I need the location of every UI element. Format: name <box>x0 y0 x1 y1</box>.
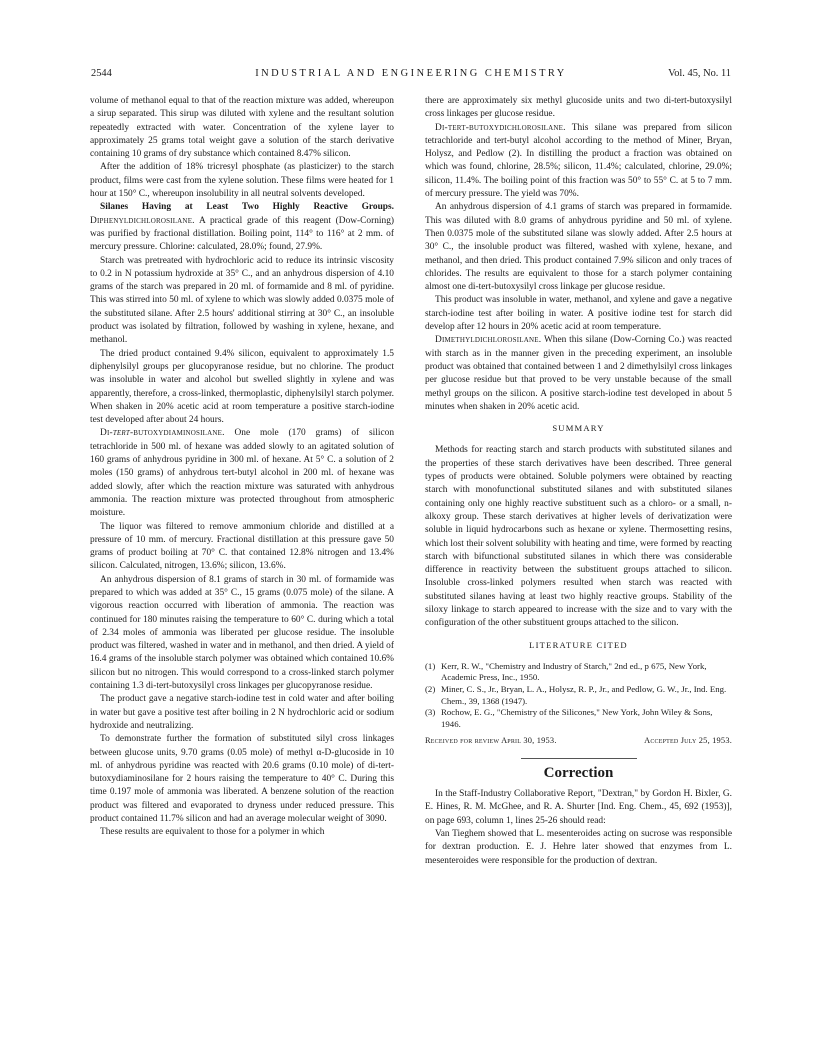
summary-paragraph: Methods for reacting starch and starch products with substituted silanes and the properties of these starch derivatives have been described. Three general types of products were obtained. Soluble polymers were obtained by reacting starch with monofunctional substituted silanes and with substituted silanes containing only one highly reactive substituent such as a chloro- or a small, n-alkoxy group. These starch derivatives at higher levels of derivatization were soluble in liquid hydrocarbons such as hexane or xylene. Thermosetting resins, which lost their solvent solubility with heating and time, were formed by reacting starch with bifunctional substituted silanes in which there was considerable difference in reactivity between the substituent groups attached to silicon. Insoluble cross-linked polymers resulted when starch was reacted with substituted silanes having at least two highly reactive groups. Stability of the siloxy linkage to starch appeared to increase with the size and to vary with the configuration of the other substituent groups attached to the silicon. <box>425 445 732 629</box>
paragraph: After the addition of 18% tricresyl phosphate (as plasticizer) to the starch product, films were cast from the xylene solution. These films were heated for 1 hour at 150° C., whereupon insolubility in all neutral solvents developed. <box>90 162 394 200</box>
correction-paragraph: In the Staff-Industry Collaborative Report, "Dextran," by Gordon H. Bixler, G. E. Hines, R. M. McGhee, and R. A. Shurter [Ind. Eng. Chem., 45, 692 (1953)], on page 693, column 1, lines 25-26 should read: <box>425 789 732 826</box>
paragraph: The liquor was filtered to remove ammonium chloride and distilled at a pressure of 10 mm. of mercury. Fractional distillation at this pressure gave 50 grams of product boiling at 70° C. that contained 12.8% nitrogen and 13.4% silicon. Calculated, nitrogen, 13.6%; silicon, 13.6%. <box>90 521 394 572</box>
paragraph: An anhydrous dispersion of 8.1 grams of starch in 30 ml. of formamide was prepared to which was added at 35° C., 15 grams (0.075 mole) of the silane. A vigorous reaction occurred with liberation of ammonia. The reaction was continued for 180 minutes raising the temperature to 60° C. during which a total of 2.34 moles of ammonia was liberated per glucose residue. The insoluble product was filtered, washed in water and in methanol, and then dried. A yield of 16.4 grams of the insoluble starch polymer was obtained which contained 10.6% silicon but no nitrogen. This would correspond to a cross-linked starch polymer containing 1.3 di-tert-butoxysilyl cross linkages per glucopyranose residue. <box>90 574 394 692</box>
paragraph: These results are equivalent to those for a polymer in which <box>100 827 325 838</box>
section-heading: Silanes Having at Least Two Highly Reactive Groups. <box>100 202 394 213</box>
subsection-heading-italic: tert <box>112 428 130 439</box>
received-date: Received for review April 30, 1953. <box>425 736 557 746</box>
summary-heading: SUMMARY <box>552 423 605 434</box>
paragraph: An anhydrous dispersion of 4.1 grams of starch was prepared in formamide. This was diluted with 8.0 grams of anhydrous pyridine and 50 ml. of xylene. Then 0.0375 mole of the substituted silane was slowly added. After 2.5 hours at 30° C., the insoluble product was filtered, washed with xylene, hexane, and methanol, and then dried. This product contained 7.9% silicon and only traces of chlorides. The results are equivalent to those for a starch polymer containing almost one di-tert-butoxysilyl cross linkage per glucose residue. <box>425 202 732 293</box>
paragraph: volume of methanol equal to that of the reaction mixture was added, whereupon a sirup separated. This sirup was diluted with xylene and the resultant solution repeatedly extracted with water. Concentration of the xylene layer to approximately 25 grams total weight gave a solution of the starch derivative containing 10 grams of dry substance which contained 8.47% silicon. <box>90 96 394 160</box>
reference-text: Kerr, R. W., "Chemistry and Industry of Starch," 2nd ed., p 675, New York, Academic Press, Inc., 1950. <box>441 660 707 683</box>
accepted-date: Accepted July 25, 1953. <box>644 736 732 746</box>
subsection-heading: -butoxydiaminosilane. <box>129 428 225 439</box>
paragraph <box>90 427 394 520</box>
paragraph: Starch was pretreated with hydrochloric acid to reduce its intrinsic viscosity to 0.2 in N potassium hydroxide at 35° C., and an anhydrous dispersion of 4.10 grams of the starch was prepared in 20 ml. of formamide and 8 ml. of pyridine. This was stirred into 50 ml. of xylene to which was slowly added 0.0375 mole of the substituted silane. After 2.5 hours' additional stirring at 30° C., an insoluble product was isolated by filtration, followed by washing in xylene, hexane, and methanol. <box>90 255 394 346</box>
reference-number: (2) <box>425 684 436 695</box>
divider <box>521 758 637 759</box>
reference-number: (1) <box>425 660 436 671</box>
paragraph-text: A practical grade of this reagent (Dow-Corning) was purified by fractional distillation. Boiling point, 114° to 116° at 2 mm. of mercury pressure. Chlorine: calculated, 28.0%; found, 27.9%. <box>90 215 395 253</box>
volume-issue: Vol. 45, No. 11 <box>668 68 731 79</box>
right-column <box>425 95 732 868</box>
paragraph: This product was insoluble in water, methanol, and xylene and gave a negative starch-iodine test after boiling in water. A positive iodine test for starch did develop after 12 hours in 20% acetic acid at room temperature. <box>425 295 732 333</box>
paragraph: The product gave a negative starch-iodine test in cold water and after boiling in water but gave a positive test after boiling in 2 N hydrochloric acid or sodium hydroxide and neutralizing. <box>90 694 394 731</box>
review-dates <box>425 734 732 747</box>
subsection-heading: Di-tert-butoxydichlorosilane. <box>435 122 566 133</box>
subsection-heading: Diphenyldichlorosilane. <box>90 215 195 226</box>
reference-text: Rochow, E. G., "Chemistry of the Silicones," New York, John Wiley & Sons, 1946. <box>441 707 713 729</box>
correction-heading: Correction <box>543 764 614 781</box>
paragraph: there are approximately six methyl glucoside units and two di-tert-butoxysilyl cross linkages per glucose residue. <box>425 96 732 120</box>
left-column <box>90 95 394 840</box>
reference-list <box>425 661 732 731</box>
paragraph-text: This silane was prepared from silicon tetrachloride and tert-butyl alcohol according to the method of Miner, Bryan, Holysz, and Pedlow (2). In distilling the product a fraction was obtained on which was found, chlorine, 28.5%; silicon, 11.4%; calculated, chlorine, 29.0%; silicon, 11.4%. The boiling point of this fraction was 50° to 55° C. at 5 to 7 mm. of mercury pressure. The yield was 70%. <box>425 122 732 200</box>
subsection-heading-prefix: Di- <box>100 428 113 439</box>
paragraph-text: One mole (170 grams) of silicon tetrachloride in 500 ml. of hexane was added slowly to an agitated solution of 160 grams of anhydrous pyridine in 300 ml. of hexane. At 5° C. a solution of 2 moles (150 grams) of anhydrous tert-butyl alcohol in 200 ml. of hexane was added slowly, after which the reaction mixture was saturated with anhydrous ammonia. The reaction mixture was protected throughout from atmospheric moisture. <box>90 428 395 519</box>
subsection-heading: Dimethyldichlorosilane. <box>435 335 542 346</box>
paragraph <box>425 122 732 202</box>
paragraph: To demonstrate further the formation of substituted silyl cross linkages between glucose units, 9.70 grams (0.05 mole) of methyl α-D-glucoside in 10 ml. of anhydrous pyridine was reacted with 20.6 grams (0.10 mole) of di-tert-butoxydiaminosilane for 2 hours raising the temperature to 40° C. During this time 0.197 mole of ammonia was liberated. A benzene solution of the reaction product was filtered and evaporated to dryness under reduced pressure. This product contained 11.7% silicon and had an average molecular weight of 3090. <box>90 734 394 825</box>
reference-item <box>425 684 732 707</box>
journal-title: INDUSTRIAL AND ENGINEERING CHEMISTRY <box>255 68 567 79</box>
paragraph <box>425 334 732 414</box>
reference-item <box>425 661 732 684</box>
reference-number: (3) <box>425 707 436 718</box>
correction-paragraph: Van Tieghem showed that L. mesenteroides acting on sucrose was responsible for dextran production. E. J. Hehre later showed that enzymes from L. mesenteroides were responsible for the production of dextran. <box>425 828 732 866</box>
reference-item <box>425 707 732 730</box>
paragraph: The dried product contained 9.4% silicon, equivalent to approximately 1.5 diphenylsilyl groups per glucopyranose residue, but no chlorine. The product was insoluble in water and alcohol but swelled slightly in xylene and was apparently, therefore, a cross-linked, thermoplastic, diphenylsilyl starch polymer. When shaken in 20% acetic acid at room temperature a positive starch-iodine test developed after about 24 hours. <box>90 348 394 426</box>
literature-cited-heading: LITERATURE CITED <box>529 639 628 650</box>
paragraph-text: When this silane (Dow-Corning Co.) was reacted with starch as in the manner given in the preceding experiment, an insoluble product was obtained that contained between 1 and 2 dimethylsilyl cross linkages per glucose residue but that proved to be very unstable because of the small methyl groups on the silicon. A positive starch-iodine test developed in about 5 minutes when shaken in 20% acetic acid. <box>425 335 732 412</box>
paragraph <box>90 201 394 254</box>
page-number: 2544 <box>91 68 112 79</box>
reference-text: Miner, C. S., Jr., Bryan, L. A., Holysz, R. P., Jr., and Pedlow, G. W., Jr., Ind. Eng. Chem., 39, 1368 (1947). <box>441 684 727 706</box>
running-header <box>91 68 731 84</box>
